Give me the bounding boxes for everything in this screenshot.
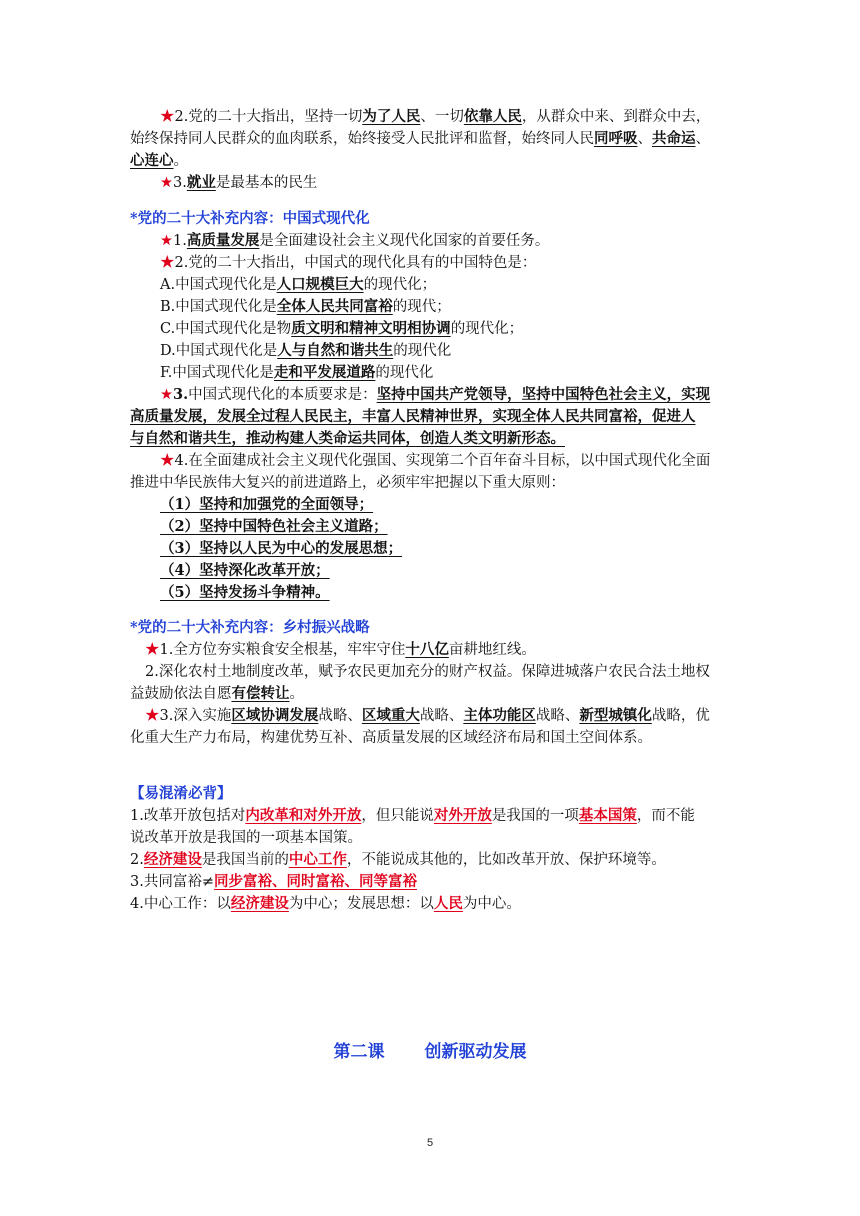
keyword: 新型城镇化 <box>579 707 652 724</box>
keyword: 区域协调发展 <box>231 707 319 724</box>
text: 、一切 <box>420 109 464 125</box>
keyword: 十八亿 <box>405 641 449 658</box>
item-number: 3. <box>173 386 189 403</box>
text: 始终保持同人民群众的血肉联系，始终接受人民批评和监督，始终同人民 <box>130 131 594 147</box>
keyword: 走和平发展道路 <box>273 364 376 381</box>
star-icon: ★ <box>160 233 173 249</box>
keyword: 主体功能区 <box>463 707 536 724</box>
text: C.中国式现代化是物 <box>160 321 292 337</box>
item-line: 推进中华民族伟大复兴的前进道路上，必须牢牢把握以下重大原则： <box>130 475 565 491</box>
text: 为中心。 <box>462 896 521 912</box>
text: ，从群众中来、到群众中去， <box>521 109 711 125</box>
text: ，但只能说 <box>361 808 434 824</box>
lesson-name: 创新驱动发展 <box>424 1042 527 1062</box>
principle-item: （5）坚持发扬斗争精神。 <box>160 584 330 601</box>
star-icon: ★ <box>160 175 173 191</box>
keyword: 人口规模巨大 <box>276 276 364 293</box>
text: ，而不能 <box>636 808 695 824</box>
text: 的现代； <box>392 299 451 315</box>
red-keyword: 经济建设 <box>143 851 202 868</box>
text: 益鼓励依法自愿 <box>130 686 232 702</box>
text: 的现代化； <box>450 321 524 337</box>
text: 党的二十大指出，中国式的现代化具有的中国特色是： <box>188 255 537 271</box>
feature-line <box>160 340 760 362</box>
keyword: 同呼吸 <box>594 130 638 147</box>
item-line <box>145 639 745 661</box>
text: 深入实施 <box>173 708 232 724</box>
lesson-title <box>0 1040 860 1064</box>
text: 是我国的一项 <box>491 808 579 824</box>
star-icon: ★ <box>160 453 175 469</box>
text: 2. <box>130 852 144 868</box>
keyword: 有偿转让 <box>231 685 290 702</box>
item-line <box>130 128 730 150</box>
item-number: 1. <box>159 642 174 658</box>
text: 战略、 <box>318 708 362 724</box>
feature-line <box>160 274 760 296</box>
item-line <box>145 705 745 727</box>
item-line: 2.深化农村土地制度改革，赋予农民更加充分的财产权益。保障进城落户农民合法土地权 <box>145 664 710 680</box>
item-line <box>160 106 760 128</box>
text: 、 <box>695 131 710 147</box>
feature-line <box>160 296 760 318</box>
item-line <box>160 230 760 252</box>
text: 战略、 <box>419 708 464 724</box>
keyword: 依靠人民 <box>463 108 522 125</box>
item-line: 化重大生产力布局，构建优势互补、高质量发展的区域经济布局和国土空间体系。 <box>130 730 652 746</box>
text: 是全面建设社会主义现代化国家的首要任务。 <box>259 233 550 249</box>
red-keyword: 对外开放 <box>433 807 492 824</box>
keyword-line: 高质量发展，发展全过程人民民主，丰富人民精神世界，实现全体人民共同富裕，促进人 <box>130 408 696 425</box>
text: 战略、 <box>535 708 580 724</box>
red-keyword: 中心工作 <box>288 851 347 868</box>
section-heading: 【易混淆必背】 <box>130 785 232 802</box>
text: 的现代化 <box>393 343 452 359</box>
section-heading: *党的二十大补充内容：乡村振兴战略 <box>130 619 370 636</box>
text: 战略，优 <box>651 708 710 724</box>
item-line <box>130 150 730 172</box>
item-line: 说改革开放是我国的一项基本国策。 <box>130 830 362 846</box>
red-keyword: 同步富裕、同时富裕、同等富裕 <box>213 873 417 890</box>
keyword: 就业 <box>186 174 216 191</box>
text: 中国式现代化的本质要求是： <box>188 387 377 403</box>
text: 在全面建成社会主义现代化强国、实现第二个百年奋斗目标，以中国式现代化全面 <box>188 453 711 469</box>
item-line <box>160 172 760 194</box>
item-number: 4. <box>174 453 189 469</box>
item-line <box>160 450 760 472</box>
text: 的现代化 <box>375 365 434 381</box>
principle-item: （1）坚持和加强党的全面领导； <box>160 496 374 513</box>
item-line <box>160 252 760 274</box>
keyword: 心连心 <box>130 152 174 169</box>
text: 的现代化； <box>363 277 437 293</box>
text: 3.共同富裕≠ <box>130 874 214 890</box>
text: 4.中心工作：以 <box>130 896 231 912</box>
text: F.中国式现代化是 <box>160 365 274 381</box>
item-number: 2. <box>174 255 189 271</box>
item-number: 1. <box>173 233 187 249</box>
principle-item: （2）坚持中国特色社会主义道路； <box>160 518 388 535</box>
red-keyword: 基本国策 <box>578 807 637 824</box>
text: ，不能说成其他的，比如改革开放、保护环境等。 <box>346 852 666 868</box>
principle-item: （3）坚持以人民为中心的发展思想； <box>160 540 403 557</box>
text: B.中国式现代化是 <box>160 299 277 315</box>
item-line <box>130 849 730 871</box>
feature-line <box>160 362 760 384</box>
item-number: 2. <box>174 109 189 125</box>
text: 亩耕地红线。 <box>448 642 536 658</box>
star-icon: ★ <box>160 109 175 125</box>
text: 是我国当前的 <box>201 852 289 868</box>
text: 1.改革开放包括对 <box>130 808 246 824</box>
item-number: 3. <box>173 175 187 191</box>
keyword: 为了人民 <box>362 108 421 125</box>
star-icon: ★ <box>145 708 160 724</box>
keyword: 区域重大 <box>361 707 420 724</box>
keyword: 全体人民共同富裕 <box>276 298 393 315</box>
keyword: 高质量发展 <box>186 232 260 249</box>
item-line <box>160 384 760 406</box>
item-line <box>130 871 730 893</box>
feature-line <box>160 318 760 340</box>
lesson-number: 第二课 <box>333 1042 385 1062</box>
star-icon: ★ <box>160 255 175 271</box>
item-line <box>130 683 730 705</box>
red-keyword: 人民 <box>433 895 463 912</box>
keyword: 人与自然和谐共生 <box>277 342 394 359</box>
text: 为中心；发展思想：以 <box>288 896 434 912</box>
page-number: 5 <box>426 1137 434 1149</box>
red-keyword: 内改革和对外开放 <box>245 807 362 824</box>
text: 、 <box>637 131 652 147</box>
keyword: 共命运 <box>652 130 696 147</box>
text: 是最基本的民生 <box>215 175 318 191</box>
item-number: 3. <box>159 708 174 724</box>
item-line <box>130 805 730 827</box>
text: D.中国式现代化是 <box>160 343 278 359</box>
keyword: 坚持中国共产党领导，坚持中国特色社会主义，实现 <box>376 386 711 403</box>
keyword: 质文明和精神文明相协调 <box>291 320 451 337</box>
principle-item: （4）坚持深化改革开放； <box>160 562 330 579</box>
text: A.中国式现代化是 <box>160 277 277 293</box>
text: 。 <box>289 686 304 702</box>
keyword-line: 与自然和谐共生，推动构建人类命运共同体，创造人类文明新形态。 <box>130 430 565 447</box>
text: 党的二十大指出，坚持一切 <box>188 109 363 125</box>
text: 全方位夯实粮食安全根基，牢牢守住 <box>173 642 406 658</box>
item-line <box>130 893 730 915</box>
section-heading: *党的二十大补充内容：中国式现代化 <box>130 210 370 227</box>
text: 。 <box>173 153 188 169</box>
star-icon: ★ <box>145 642 160 658</box>
star-icon: ★ <box>160 387 173 403</box>
red-keyword: 经济建设 <box>230 895 289 912</box>
